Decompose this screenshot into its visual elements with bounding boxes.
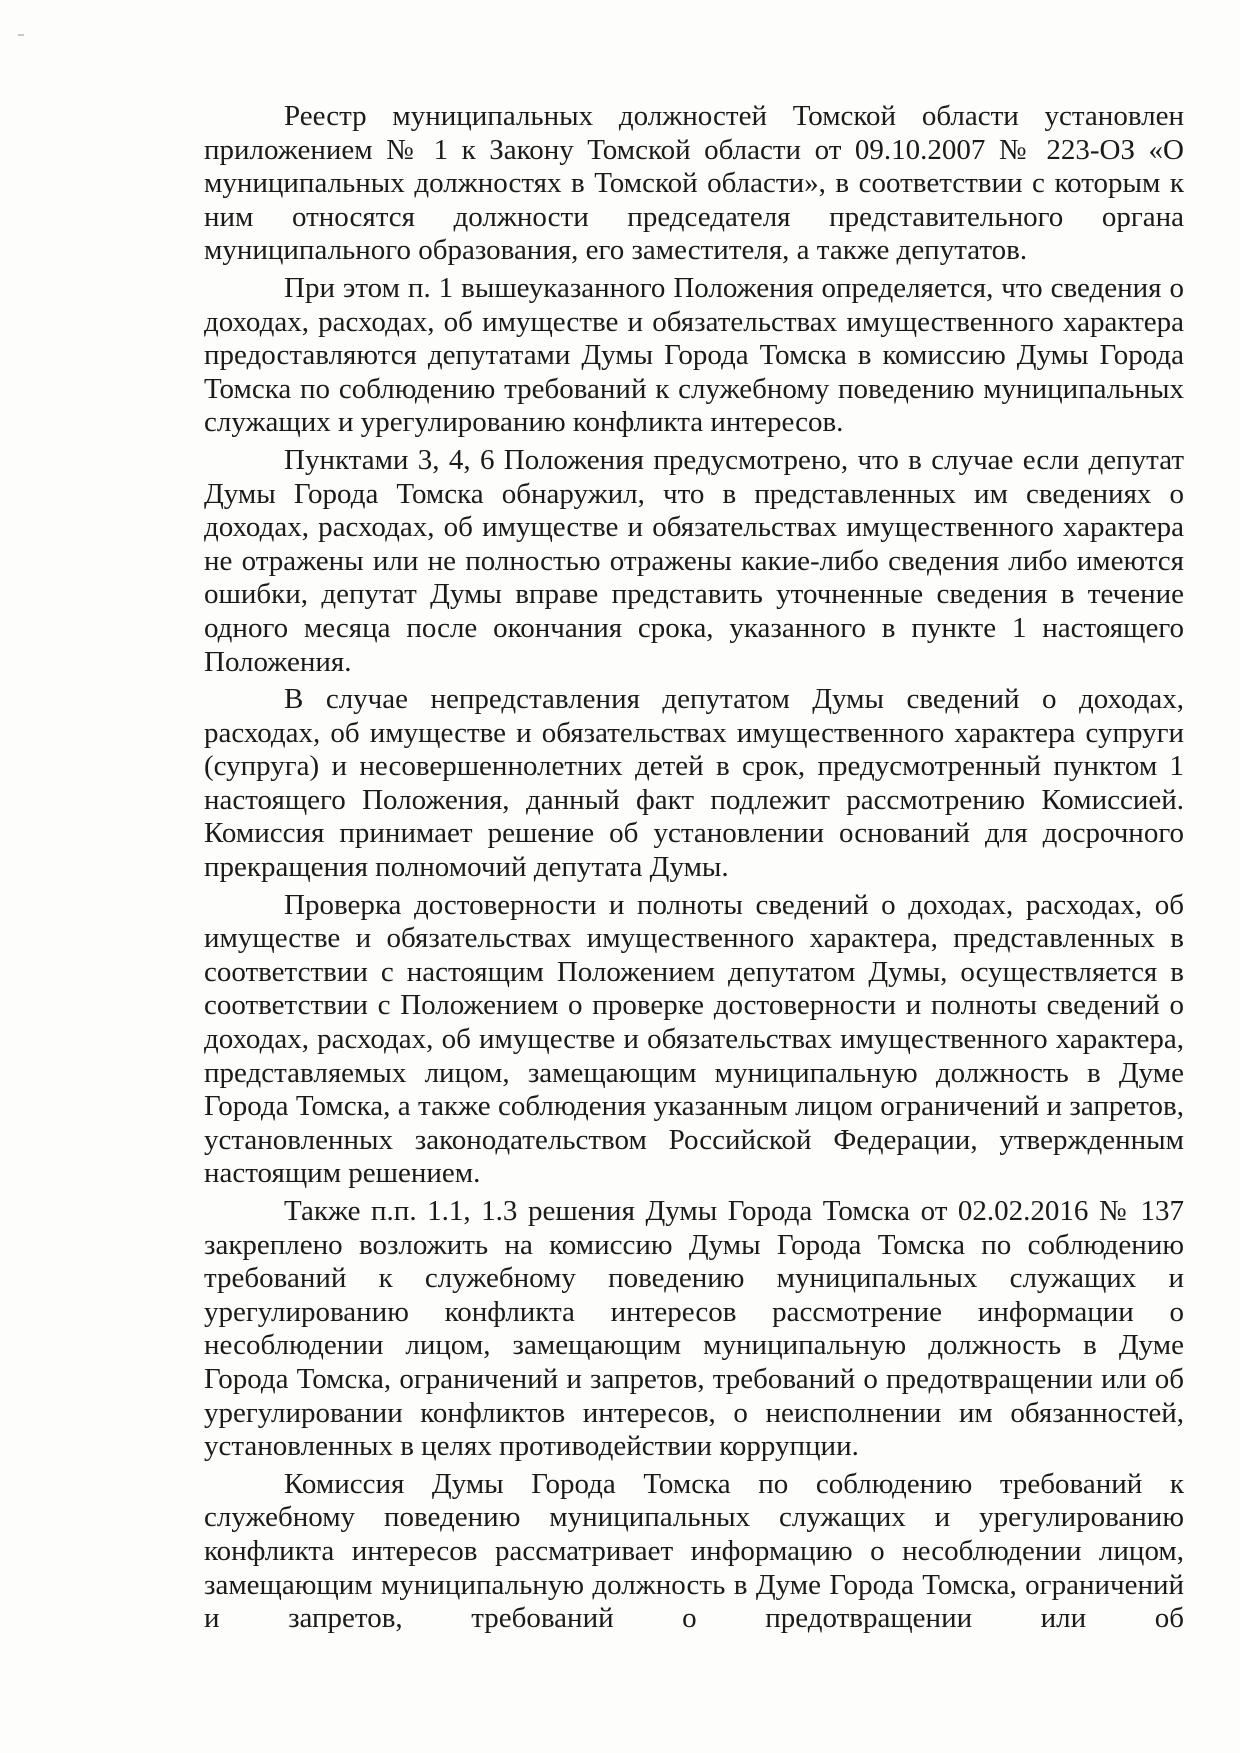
paragraph-corrections: Пунктами 3, 4, 6 Положения предусмотрено, что в случае если депутат Думы Города Томска обнаружил, что в представленных им сведениях о доходах, расходах, об имуществе и обязательствах имущественного характера не отражены или не полностью отражены какие-либо сведения либо имеются ошибки, депутат Думы вправе представить уточненные сведения в течение одного месяца после окончания срока, указанного в пункте 1 настоящего Положения. [204, 443, 1184, 678]
paragraph-registry: Реестр муниципальных должностей Томской области установлен приложением № 1 к Закону Томской области от 09.10.2007 № 223-ОЗ «О муниципальных должностях в Томской области», в соответствии с которым к ним относятся должности председателя представительного органа муниципального образования, его заместителя, а также депутатов. [204, 100, 1184, 267]
paragraph-commission-review: Комиссия Думы Города Томска по соблюдению требований к служебному поведению муниципальных служащих и урегулированию конфликта интересов рассматривает информацию о несоблюдении лицом, замещающим муниципальную должность в Думе Города Томска, ограничений и запретов, требований о предотвращении или об [204, 1467, 1184, 1635]
paragraph-decision-137: Также п.п. 1.1, 1.3 решения Думы Города Томска от 02.02.2016 № 137 закреплено возложить на комиссию Думы Города Томска по соблюдению требований к служебному поведению муниципальных служащих и урегулированию конфликта интересов рассмотрение информации о несоблюдении лицом, замещающим муниципальную должность в Думе Города Томска, ограничений и запретов, требований о предотвращении или об урегулировании конфликтов интересов, о неисполнении им обязанностей, установленных в целях противодействии коррупции. [204, 1195, 1184, 1463]
paragraph-reporting-commission: При этом п. 1 вышеуказанного Положения определяется, что сведения о доходах, расходах, об имуществе и обязательствах имущественного характера предоставляются депутатами Думы Города Томска в комиссию Думы Города Томска по соблюдению требований к служебному поведению муниципальных служащих и урегулированию конфликта интересов. [204, 271, 1184, 439]
paragraph-non-submission: В случае непредставления депутатом Думы сведений о доходах, расходах, об имуществе и обязательствах имущественного характера супруги (супруга) и несовершеннолетних детей в срок, предусмотренный пунктом 1 настоящего Положения, данный факт подлежит рассмотрению Комиссией. Комиссия принимает решение об установлении оснований для досрочного прекращения полномочий депутата Думы. [204, 683, 1184, 884]
paragraph-verification: Проверка достоверности и полноты сведений о доходах, расходах, об имуществе и обязательствах имущественного характера, представленных в соответствии с настоящим Положением депутатом Думы, осуществляется в соответствии с Положением о проверке достоверности и полноты сведений о доходах, расходах, об имуществе и обязательствах имущественного характера, представляемых лицом, замещающим муниципальную должность в Думе Города Томска, а также соблюдения указанным лицом ограничений и запретов, установленных законодательством Российской Федерации, утвержденным настоящим решением. [204, 888, 1184, 1190]
scan-artifact [18, 34, 24, 36]
document-body [204, 100, 1184, 1640]
